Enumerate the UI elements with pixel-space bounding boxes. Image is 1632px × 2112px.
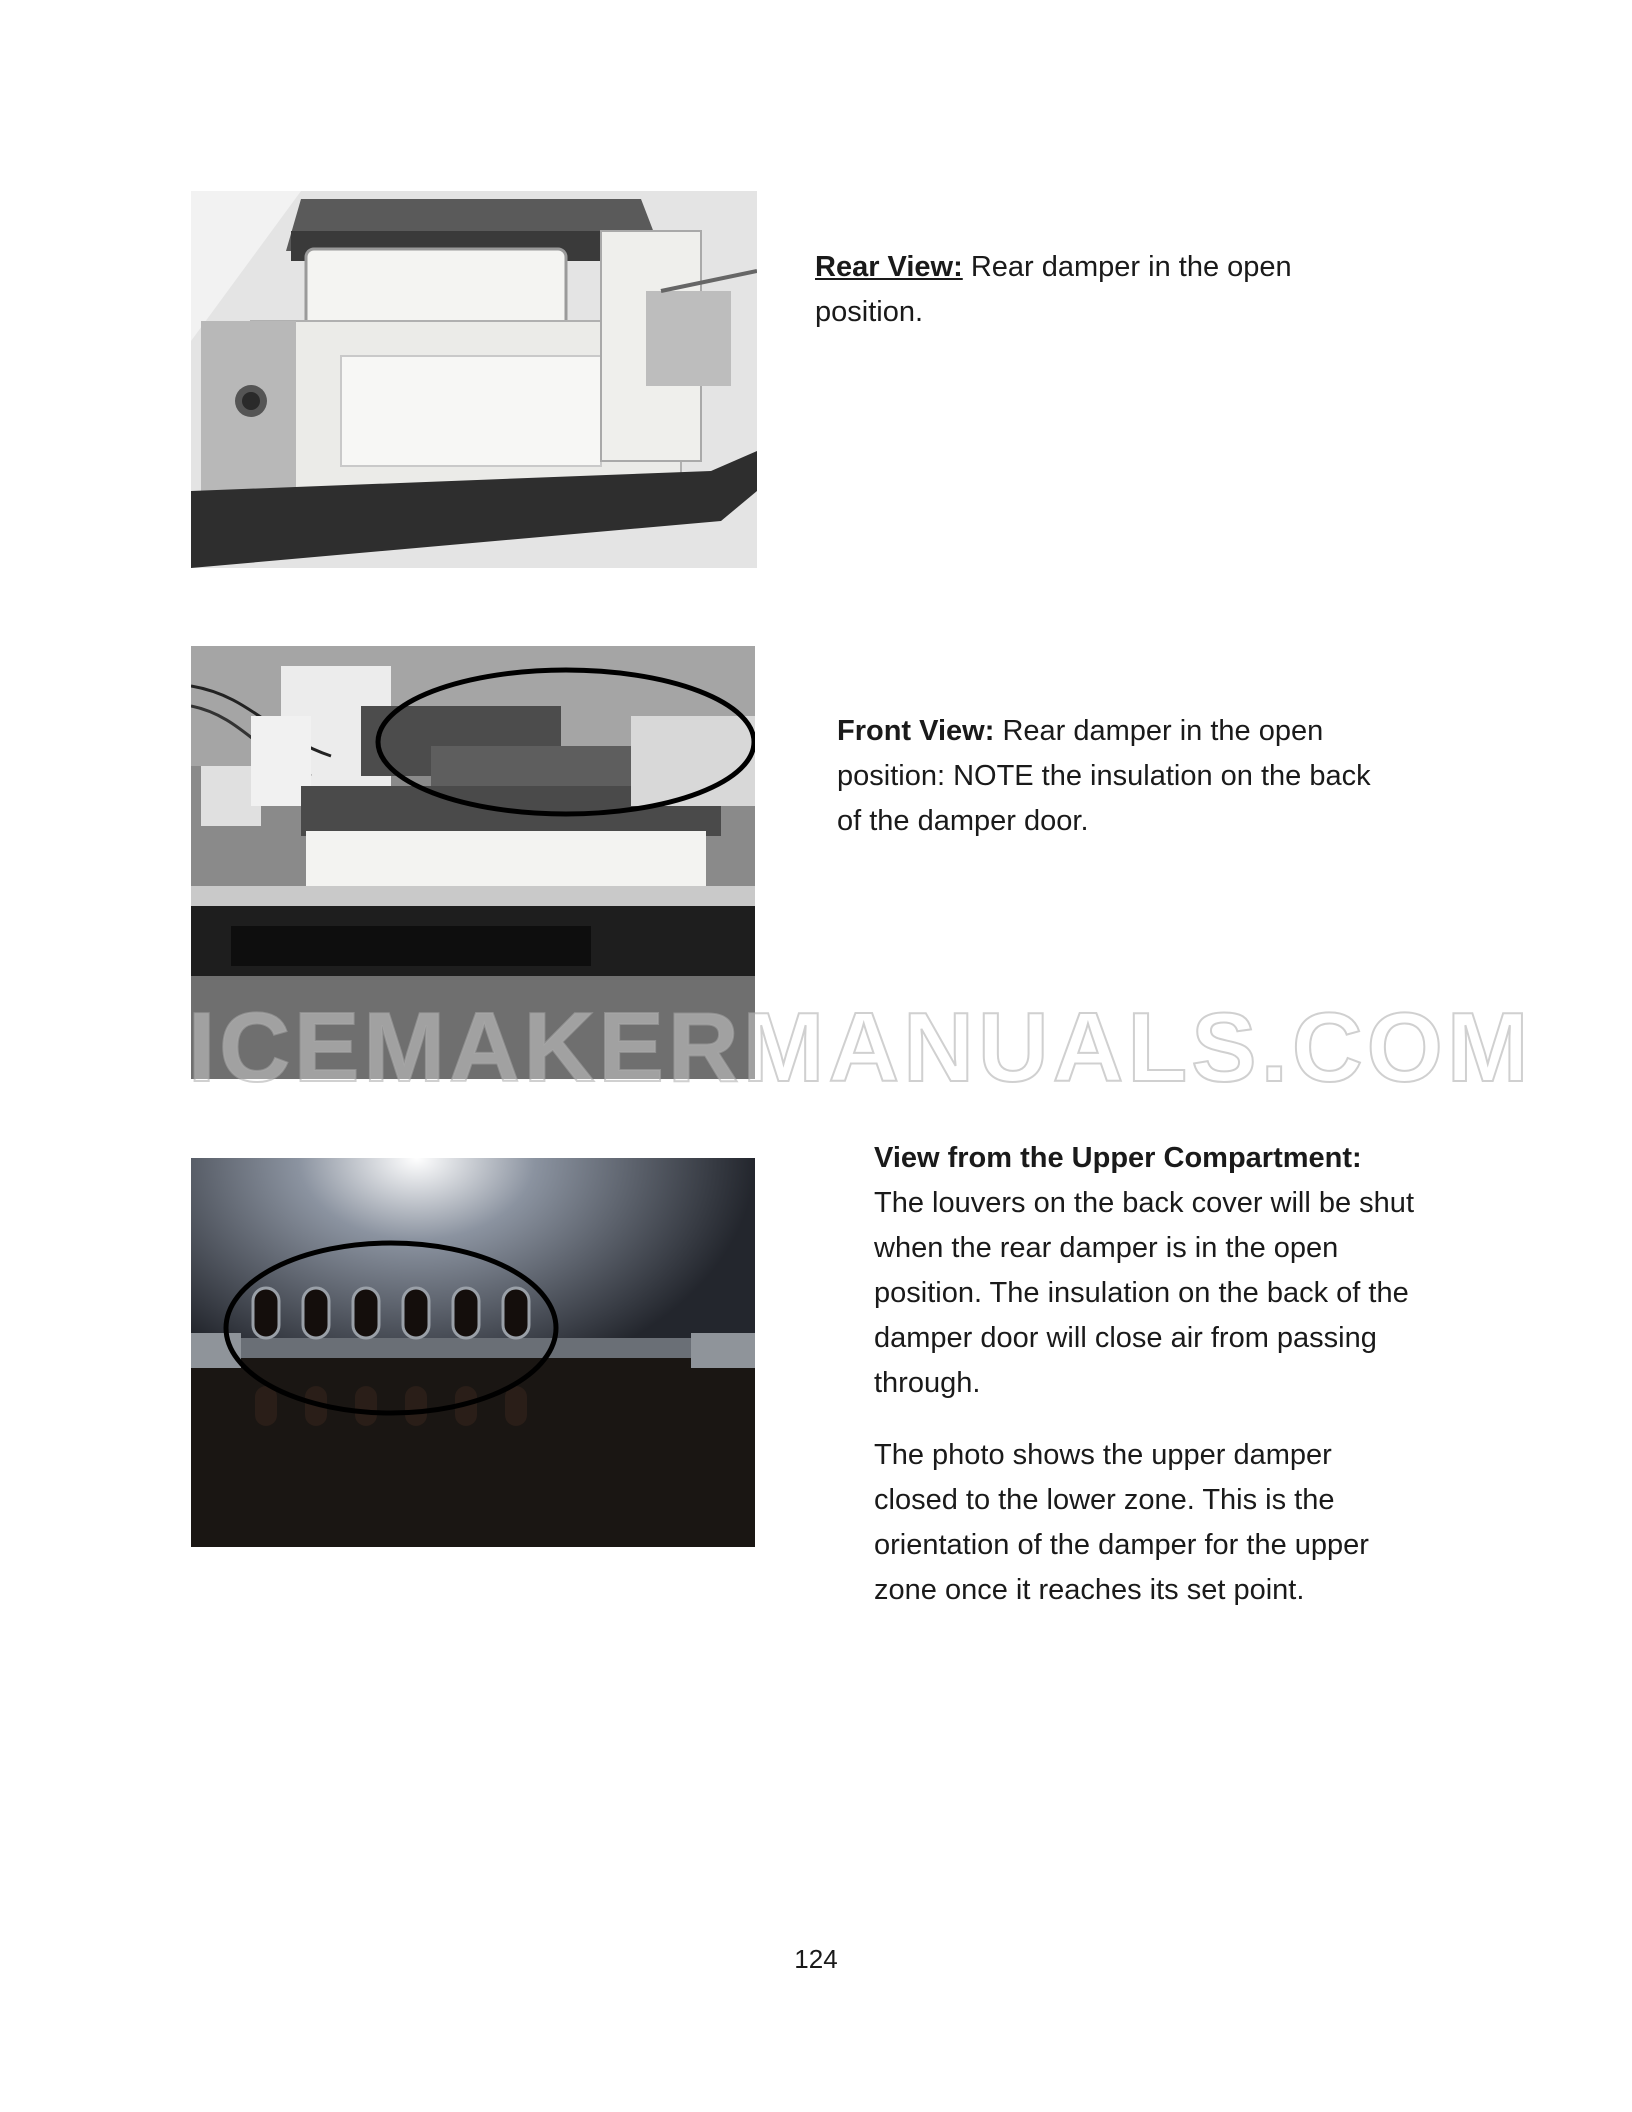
upper-compartment-note: The photo shows the upper damper closed to the lower zone. This is the orientation of the damper for the upper zone once it reaches its set point. [874, 1439, 1369, 1606]
front-view-text: Rear damper in the open position: NOTE the insulation on the back of the damper door. [837, 715, 1371, 837]
upper-compartment-photo [191, 1158, 755, 1547]
rear-view-text: Rear damper in the open position. [815, 251, 1292, 328]
rear-view-heading: Rear View: [815, 251, 963, 283]
rear-view-caption [815, 245, 1375, 335]
rear-view-photo [191, 191, 757, 568]
front-view-caption [837, 709, 1377, 844]
watermark: ICEMAKERMANUALS.COM [188, 992, 1533, 1102]
front-view-heading: Front View: [837, 715, 995, 747]
page-number: 124 [794, 1944, 838, 1974]
front-view-photo [191, 646, 755, 1079]
upper-compartment-caption [874, 1136, 1414, 1613]
upper-compartment-heading: View from the Upper Compartment: [874, 1142, 1362, 1174]
upper-compartment-text: The louvers on the back cover will be shut when the rear damper is in the open position. The insulation on the back of the damper door will close air from passing through. [874, 1187, 1414, 1399]
